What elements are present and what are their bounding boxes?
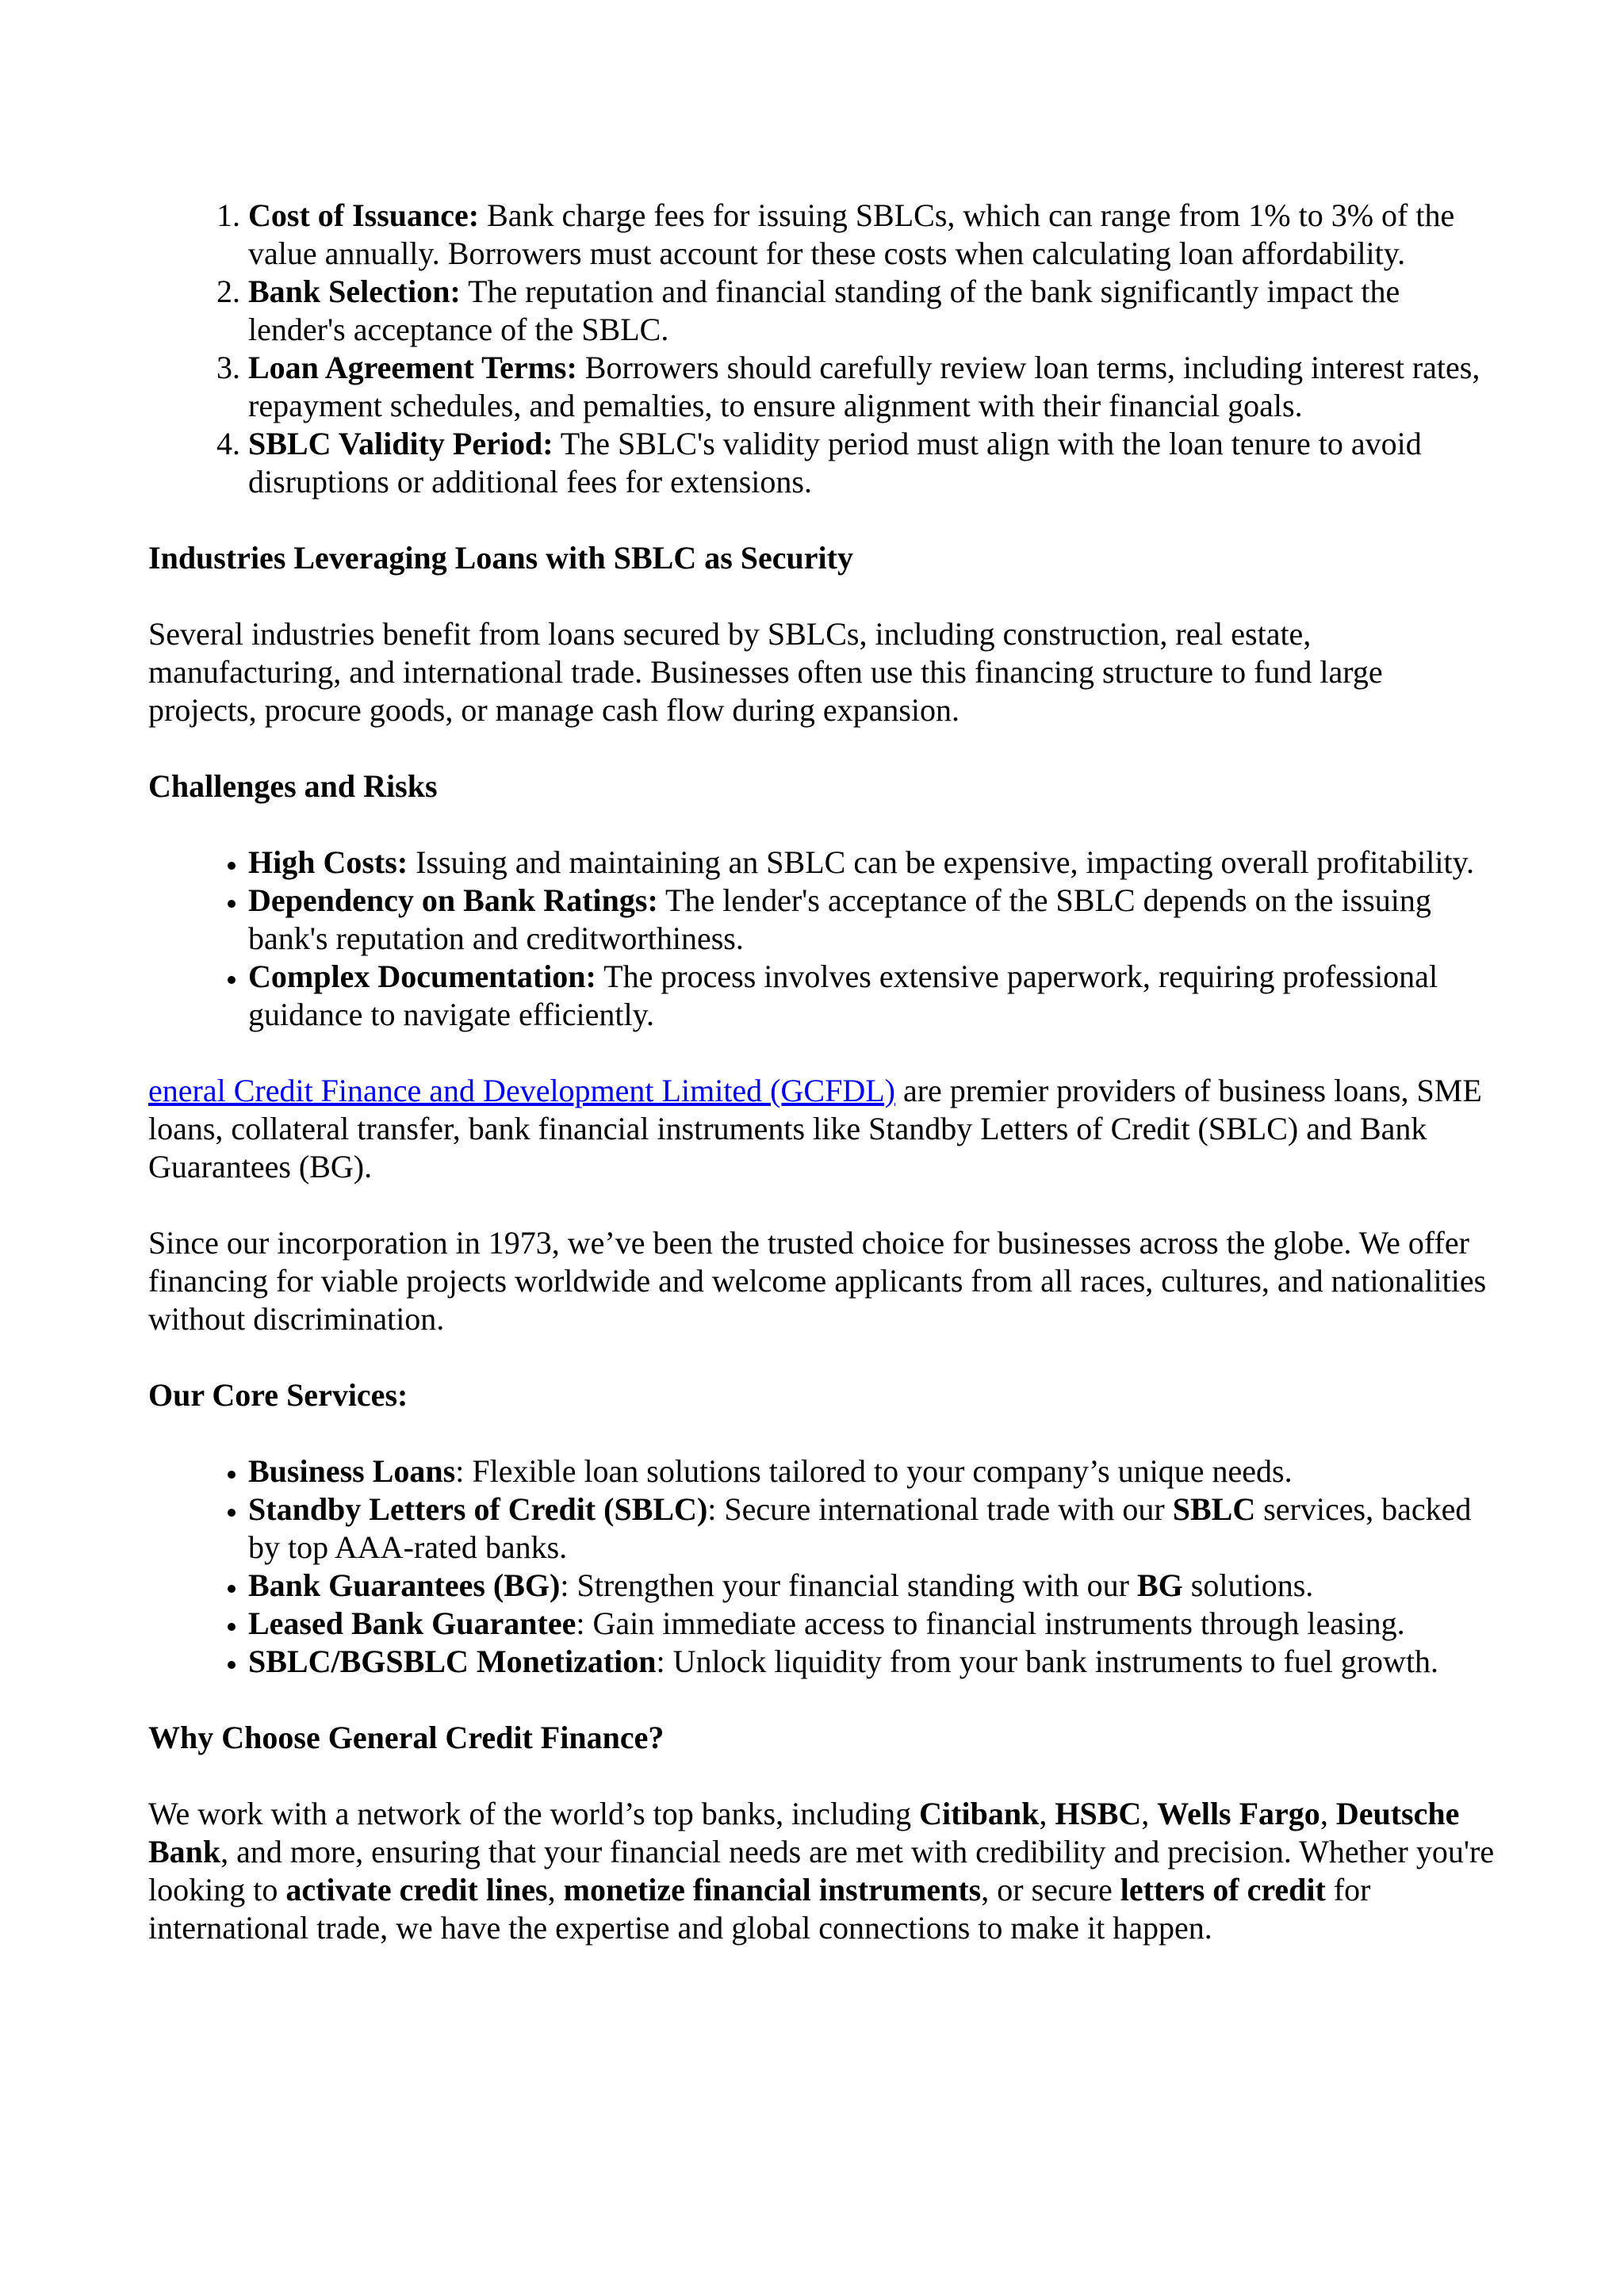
list-item-text: : Gain immediate access to financial instruments through leasing. [576, 1605, 1405, 1641]
list-item-emphasis: SBLC [1172, 1491, 1256, 1527]
list-item-term: Leased Bank Guarantee [248, 1605, 576, 1641]
list-item-text: : Secure international trade with our [707, 1491, 1173, 1527]
list-item [248, 1605, 1496, 1643]
list-item-text: : Strengthen your financial standing with our [560, 1567, 1137, 1603]
list-item-term: Bank Guarantees (BG) [248, 1567, 561, 1603]
list-item-term: High Costs: [248, 844, 408, 880]
industries-paragraph-block [148, 615, 1496, 729]
company-link[interactable]: eneral Credit Finance and Development Limited (GCFDL) [148, 1073, 895, 1108]
challenges-list [148, 844, 1496, 1034]
list-item [248, 1643, 1496, 1681]
list-item-text: Issuing and maintaining an SBLC can be expensive, impacting overall profitability. [408, 844, 1475, 880]
list-item-text: The process involves extensive paperwork, requiring professional guidance to navigate efficiently. [248, 959, 1438, 1032]
history-paragraph-block [148, 1224, 1496, 1338]
list-item-text: : Unlock liquidity from your bank instruments to fuel growth. [656, 1644, 1439, 1679]
list-item-text: services, backed by top AAA-rated banks. [248, 1491, 1472, 1565]
list-item [248, 273, 1496, 349]
industries-heading: Industries Leveraging Loans with SBLC as Security [148, 540, 853, 576]
challenges-heading: Challenges and Risks [148, 768, 438, 804]
why-text: , and more, ensuring that your financial needs are met with credibility and precision. Whether you're looking to [148, 1834, 1495, 1908]
why-text: , or secure [981, 1872, 1120, 1908]
why-text: , [547, 1872, 564, 1908]
why-section [148, 1719, 1496, 1757]
list-item-text: The SBLC's validity period must align with the loan tenure to avoid disruptions or additional fees for extensions. [248, 426, 1422, 499]
why-paragraph [148, 1795, 1496, 1947]
list-item [248, 1567, 1496, 1605]
about-paragraph-text: are premier providers of business loans, SME loans, collateral transfer, bank financial instruments like Standby Letters of Credit (SBLC) and Bank Guarantees (BG). [148, 1073, 1482, 1184]
why-paragraph-block [148, 1795, 1496, 1947]
industries-section [148, 539, 1496, 577]
list-item-term: Standby Letters of Credit (SBLC) [248, 1491, 708, 1527]
bank-name: Deutsche Bank [148, 1796, 1460, 1869]
why-text: We work with a network of the world’s top banks, including [148, 1796, 920, 1831]
list-item-term: Complex Documentation: [248, 959, 596, 994]
services-list-block [148, 1452, 1496, 1681]
about-paragraph-block [148, 1072, 1496, 1186]
list-item-term: Cost of Issuance: [248, 197, 480, 233]
services-list [148, 1452, 1496, 1681]
list-item [248, 882, 1496, 958]
why-emphasis: activate credit lines [285, 1872, 548, 1908]
why-emphasis: monetize financial instruments [563, 1872, 982, 1908]
list-item-term: Dependency on Bank Ratings: [248, 882, 658, 918]
why-text: , [1141, 1796, 1158, 1831]
list-item-text: Bank charge fees for issuing SBLCs, which can range from 1% to 3% of the value annually. Borrowers must account for these costs when calculating loan affordability. [248, 197, 1455, 271]
industries-paragraph: Several industries benefit from loans secured by SBLCs, including construction, real estate, manufacturing, and international trade. Businesses often use this financing structure to fund large projects, procure goods, or manage cash flow during expansion. [148, 616, 1383, 728]
list-item [248, 1452, 1496, 1490]
why-emphasis: letters of credit [1120, 1872, 1326, 1908]
list-item [248, 844, 1496, 882]
history-paragraph: Since our incorporation in 1973, we’ve been the trusted choice for businesses across the globe. We offer financing for viable projects worldwide and welcome applicants from all races, cultures, and nationalities without discrimination. [148, 1225, 1487, 1337]
list-item-term: Bank Selection: [248, 274, 461, 309]
challenges-section [148, 767, 1496, 806]
list-item-term: Loan Agreement Terms: [248, 350, 577, 385]
list-item-text: solutions. [1182, 1567, 1314, 1603]
why-heading: Why Choose General Credit Finance? [148, 1720, 665, 1755]
challenges-list-block [148, 844, 1496, 1034]
list-item-term: SBLC/BGSBLC Monetization [248, 1644, 657, 1679]
list-item [248, 425, 1496, 501]
list-item-emphasis: BG [1137, 1567, 1183, 1603]
about-paragraph [148, 1072, 1496, 1186]
list-item-text: Borrowers should carefully review loan terms, including interest rates, repayment schedules, and pemalties, to ensure alignment with their financial goals. [248, 350, 1480, 423]
why-text: , [1320, 1796, 1336, 1831]
why-text: , [1039, 1796, 1055, 1831]
services-section [148, 1376, 1496, 1414]
list-item-text: The lender's acceptance of the SBLC depends on the issuing bank's reputation and creditworthiness. [248, 882, 1431, 956]
list-item-term: Business Loans [248, 1453, 456, 1489]
list-item [248, 958, 1496, 1034]
why-text: for international trade, we have the expertise and global connections to make it happen. [148, 1872, 1371, 1946]
issuance-considerations-list [148, 197, 1496, 501]
list-item-text: The reputation and financial standing of the bank significantly impact the lender's acceptance of the SBLC. [248, 274, 1400, 347]
document-content [148, 197, 1496, 1947]
list-item-text: : Flexible loan solutions tailored to your company’s unique needs. [455, 1453, 1293, 1489]
bank-name: Wells Fargo [1157, 1796, 1320, 1831]
services-heading: Our Core Services: [148, 1377, 408, 1413]
bank-name: HSBC [1055, 1796, 1142, 1831]
issuance-considerations-block [148, 197, 1496, 501]
bank-name: Citibank [919, 1796, 1040, 1831]
list-item [248, 1490, 1496, 1567]
list-item [248, 197, 1496, 273]
list-item [248, 349, 1496, 425]
list-item-term: SBLC Validity Period: [248, 426, 553, 461]
